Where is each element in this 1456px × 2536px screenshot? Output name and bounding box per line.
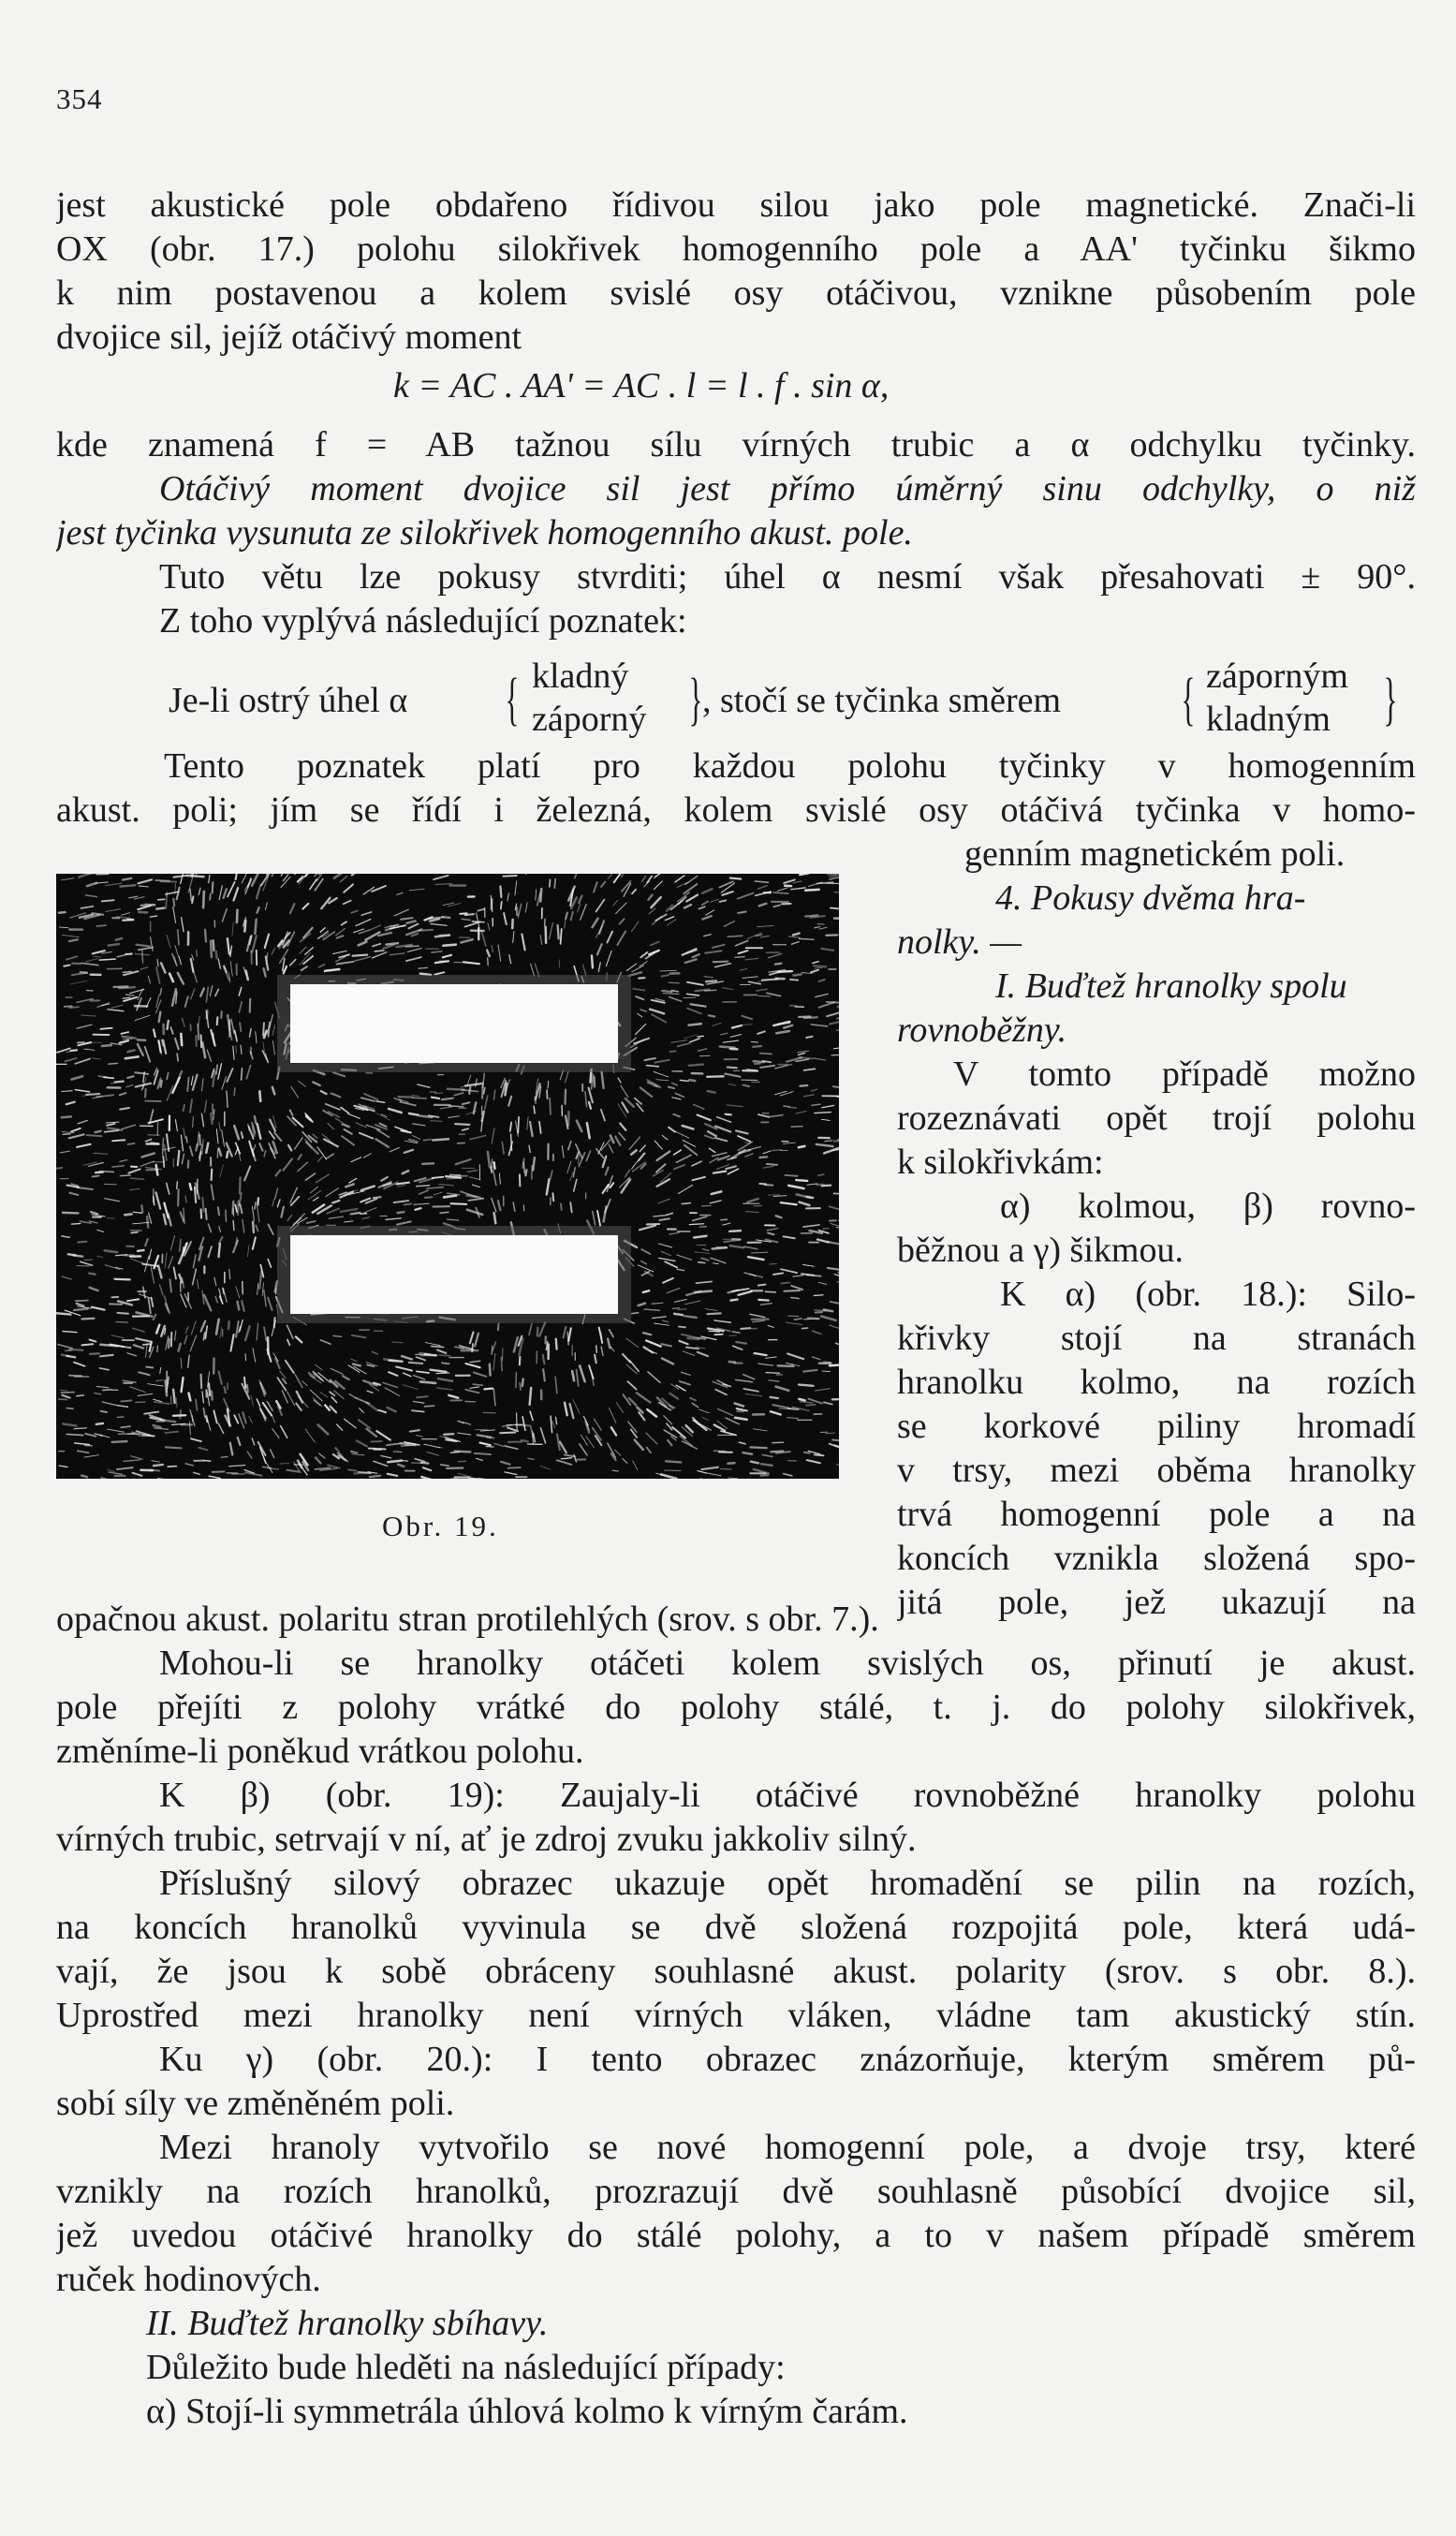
tento-paragraph <box>56 745 1416 877</box>
brace2-option-bottom: kladným <box>1206 700 1331 739</box>
text-line: Tento poznatek platí pro každou polohu tyčinky v homogenním <box>164 746 1416 786</box>
text-line: kde znamená f = AB tažnou sílu vírných trubic a α odchylku tyčinky. <box>56 425 1416 464</box>
side-line: se korkové piliny hromadí <box>897 1407 1416 1446</box>
text-line: K β) (obr. 19): Zaujaly-li otáčivé rovnoběžné hranolky polohu <box>159 1776 1416 1815</box>
brace-statement <box>169 656 1423 749</box>
text-line: pole přejíti z polohy vrátké do polohy stálé, t. j. do polohy silokřivek, <box>56 1688 1416 1727</box>
side-line: K α) (obr. 18.): Silo- <box>1000 1275 1416 1314</box>
statement-start: Je-li ostrý úhel α <box>169 681 408 720</box>
section-heading: II. Buďtež hranolky sbíhavy. <box>146 2304 549 2343</box>
side-line: v trsy, mezi oběma hranolky <box>897 1451 1416 1490</box>
upper-prism <box>290 984 618 1063</box>
page-number: 354 <box>56 82 103 115</box>
side-line: nolky. — <box>897 922 1022 962</box>
side-line: trvá homogenní pole a na <box>897 1495 1416 1534</box>
text-line: Mezi hranoly vytvořilo se nové homogenní pole, a dvoje trsy, které <box>159 2128 1416 2167</box>
bottom-text <box>56 1598 1416 2434</box>
text-line: Příslušný silový obrazec ukazuje opět hromadění se pilin na rozích, <box>159 1864 1416 1903</box>
left-brace-open: { <box>505 668 520 731</box>
figure-19-photo <box>56 874 839 1479</box>
brace2-option-top: záporným <box>1206 656 1348 696</box>
statement-middle: , stočí se tyčinka směrem <box>702 681 1062 720</box>
text-line: vírných trubic, setrvají v ní, ať je zdroj zvuku jakkoliv silný. <box>56 1820 917 1859</box>
side-column <box>897 877 1416 1626</box>
text-line: jež uvedou otáčivé hranolky do stálé polohy, a to v našem případě směrem <box>56 2216 1416 2255</box>
text-line: OX (obr. 17.) polohu silokřivek homogenního pole a AA' tyčinku šikmo <box>56 229 1416 269</box>
text-line: Mohou-li se hranolky otáčeti kolem svislých os, přinutí je akust. <box>159 1644 1416 1683</box>
text-line: k nim postavenou a kolem svislé osy otáčivou, vznikne působením pole <box>56 273 1416 313</box>
text-line: opačnou akust. polaritu stran protilehlých (srov. s obr. 7.). <box>56 1600 879 1639</box>
text-line: změníme-li poněkud vrátkou polohu. <box>56 1732 584 1771</box>
side-line: I. Buďtež hranolky spolu <box>995 966 1347 1006</box>
text-line: ruček hodinových. <box>56 2260 321 2299</box>
side-line: k silokřivkám: <box>897 1143 1104 1182</box>
side-line: křivky stojí na stranách <box>897 1319 1416 1358</box>
text-line: vznikly na rozích hranolků, prozrazují dvě souhlasně působící dvojice sil, <box>56 2172 1416 2211</box>
side-line: V tomto případě možno <box>953 1054 1416 1094</box>
text-line: akust. poli; jím se řídí i železná, kolem svislé osy otáčivá tyčinka v homo- <box>56 790 1416 830</box>
side-line: α) kolmou, β) rovno- <box>1000 1187 1416 1226</box>
side-line: 4. Pokusy dvěma hra- <box>995 878 1306 918</box>
right-brace-open: { <box>1181 668 1196 731</box>
side-line: hranolku kolmo, na rozích <box>897 1363 1416 1402</box>
text-line: genním magnetickém poli. <box>964 834 1346 874</box>
iron-filings-pattern <box>56 874 839 1479</box>
text-line: α) Stojí-li symmetrála úhlová kolmo k vírným čarám. <box>146 2392 908 2431</box>
law-line: Otáčivý moment dvojice sil jest přímo úměrný sinu odchylky, o niž <box>159 469 1416 509</box>
lower-prism <box>290 1235 618 1314</box>
side-line: rozeznávati opět trojí polohu <box>897 1098 1416 1138</box>
text-line: na koncích hranolků vyvinula se dvě složená rozpojitá pole, která udá- <box>56 1908 1416 1947</box>
side-line: rovnoběžny. <box>897 1010 1067 1050</box>
text-line: Důležito bude hleděti na následující případy: <box>146 2348 786 2387</box>
intro-paragraph <box>56 184 1416 360</box>
moment-formula: k = AC . AA' = AC . l = l . f . sin α, <box>393 366 890 405</box>
text-line: jest akustické pole obdařeno řídivou silou jako pole magnetické. Znači-li <box>56 185 1416 225</box>
text-line: vají, že jsou k sobě obráceny souhlasné akust. polarity (srov. s obr. 8.). <box>56 1952 1416 1991</box>
side-line: jitá pole, jež ukazují na <box>897 1583 1416 1622</box>
text-line: Tuto větu lze pokusy stvrditi; úhel α nesmí však přesahovati ± 90°. <box>159 557 1416 597</box>
text-line: sobí síly ve změněném poli. <box>56 2084 455 2123</box>
text-line: dvojice sil, jejíž otáčivý moment <box>56 317 522 357</box>
law-line: jest tyčinka vysunuta ze silokřivek homogenního akust. pole. <box>56 513 913 553</box>
text-line: Ku γ) (obr. 20.): I tento obrazec znázorňuje, kterým směrem pů- <box>159 2040 1416 2079</box>
formula-explanation <box>56 423 1416 643</box>
figure-caption: Obr. 19. <box>382 1510 499 1542</box>
right-brace-close: } <box>1383 668 1398 731</box>
side-line: běžnou a γ) šikmou. <box>897 1231 1184 1270</box>
text-line: Z toho vyplývá následující poznatek: <box>159 601 687 641</box>
side-line: koncích vznikla složená spo- <box>897 1539 1416 1578</box>
brace-option-bottom: záporný <box>532 700 647 739</box>
brace-option-top: kladný <box>532 656 629 696</box>
text-line: Uprostřed mezi hranolky není vírných vláken, vládne tam akustický stín. <box>56 1996 1416 2035</box>
left-brace-close: } <box>688 668 703 731</box>
